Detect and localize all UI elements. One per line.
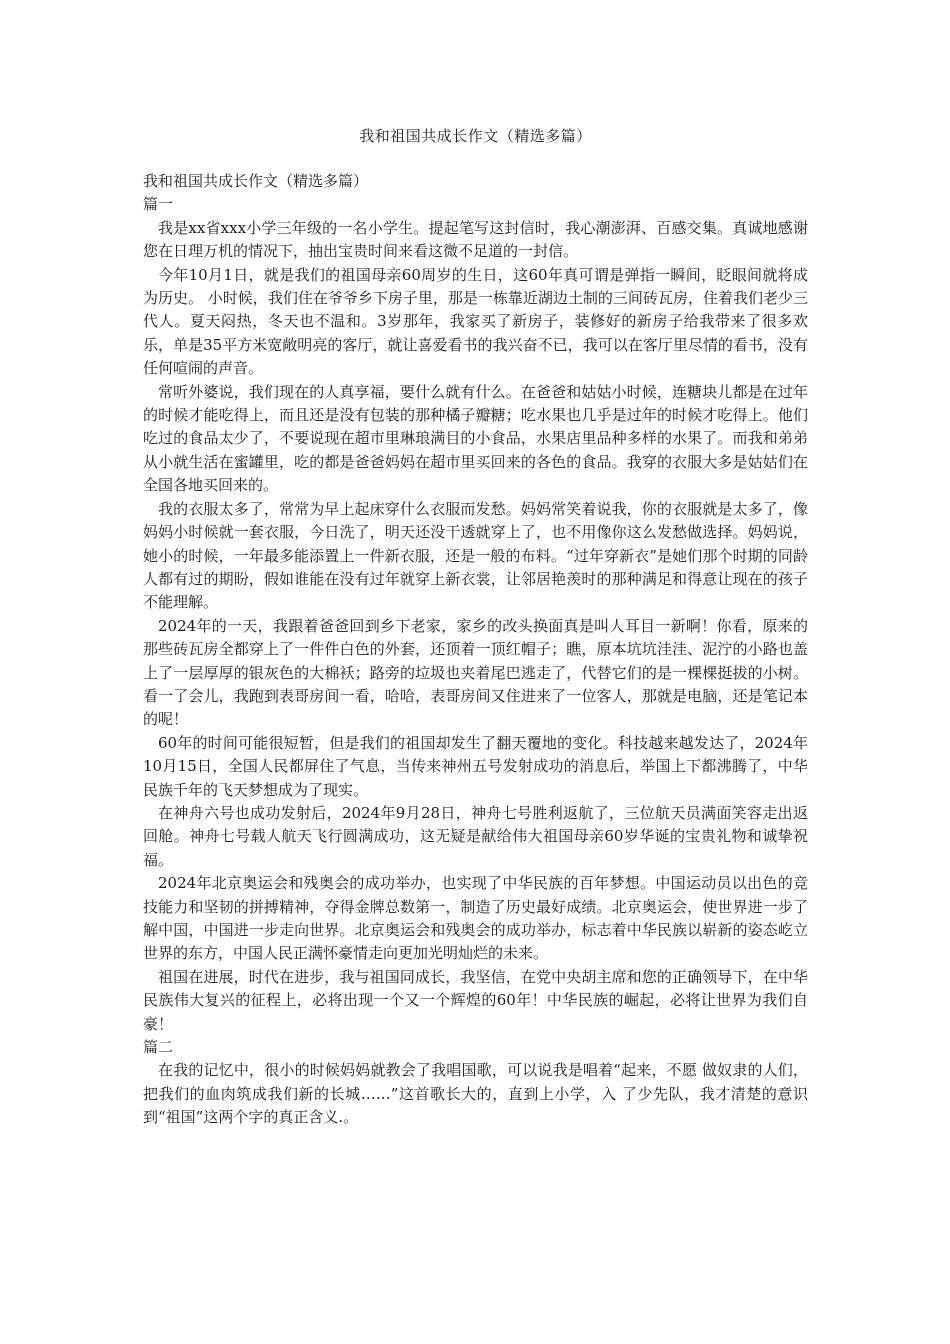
paragraph: 今年10月1日，就是我们的祖国母亲60周岁的生日，这60年真可谓是弹指一瞬间，眨眼间就将成为历史。 小时候，我们住在爷爷乡下房子里，那是一栋靠近湖边土制的三间砖瓦房，住着我们老少三代人。夏天闷热，冬天也不温和。3岁那年，我家买了新房子，装修好的新房子给我带来了很多欢乐，单是35平方米宽敞明亮的客厅，就让喜爱看书的我兴奋不已，我可以在客厅里尽情的看书，没有任何喧闹的声音。 [143,265,808,378]
paragraph: 祖国在进展，时代在进步，我与祖国同成长，我坚信，在党中央胡主席和您的正确领导下，在中华民族伟大复兴的征程上，必将出现一个又一个辉煌的60年！中华民族的崛起，必将让世界为我们自豪！ [143,967,808,1033]
document-page [143,124,808,1130]
paragraph: 在神舟六号也成功发射后，2024年9月28日，神舟七号胜利返航了，三位航天员满面笑容走出返回舱。神舟七号载人航天飞行圆满成功，这无疑是献给伟大祖国母亲60岁华诞的宝贵礼物和诚挚祝福。 [143,803,808,869]
paragraph: 我是xx省xxx小学三年级的一名小学生。提起笔写这封信时，我心潮澎湃、百感交集。真诚地感谢您在日理万机的情况下，抽出宝贵时间来看这微不足道的一封信。 [143,218,808,261]
paragraph: 2024年北京奥运会和残奥会的成功举办，也实现了中华民族的百年梦想。中国运动员以出色的竞技能力和坚韧的拼搏精神，夺得金牌总数第一，制造了历史最好成绩。北京奥运会，使世界进一步了解中国，中国进一步走向世界。北京奥运会和残奥会的成功举办，标志着中华民族以崭新的姿态屹立世界的东方，中国人民正满怀豪情走向更加光明灿烂的未来。 [143,874,808,963]
paragraph: 我的衣服太多了，常常为早上起床穿什么衣服而发愁。妈妈常笑着说我，你的衣服就是太多了，像妈妈小时候就一套衣服，今日洗了，明天还没干透就穿上了，也不用像你这么发愁做选择。妈妈说，她小的时候，一年最多能添置上一件新衣服，还是一般的布料。“过年穿新衣”是她们那个时期的同龄人都有过的期盼，假如谁能在没有过年就穿上新衣裳，让邻居艳羡时的那种满足和得意让现在的孩子不能理解。 [143,499,808,612]
paragraph: 在我的记忆中，很小的时候妈妈就教会了我唱国歌，可以说我是唱着“起来，不愿 做奴隶的人们，把我们的血肉筑成我们新的长城……”这首歌长大的，直到上小学，入 了少先队，我才清楚的意识到“祖国”这两个字的真正含义.。 [143,1061,808,1127]
section-2 [143,1036,808,1130]
section-heading: 篇二 [143,1038,174,1057]
paragraph: 2024年的一天，我跟着爸爸回到乡下老家，家乡的改头换面真是叫人耳目一新啊！你看，原来的那些砖瓦房全都穿上了一件件白色的外套，还顶着一顶红帽子；瞧，原本坑坑洼洼、泥泞的小路也盖上了一层厚厚的银灰色的大棉袄；路旁的垃圾也夹着尾巴逃走了，代替它们的是一棵棵挺拔的小树。看一了会儿，我跑到表哥房间一看，哈哈，表哥房间又住进来了一位客人，那就是电脑，还是笔记本的呢！ [143,616,808,729]
document-subtitle: 我和祖国共成长作文（精选多篇） [143,172,369,190]
section-1 [143,193,808,1036]
document-title: 我和祖国共成长作文（精选多篇） [359,127,592,145]
paragraph: 常听外婆说，我们现在的人真享福，要什么就有什么。在爸爸和姑姑小时候，连糖块儿都是在过年的时候才能吃得上，而且还是没有包装的那种橘子瓣糖；吃水果也几乎是过年的时候才吃得上。他们吃过的食品太少了，不要说现在超市里琳琅满目的小食品，水果店里品种多样的水果了。而我和弟弟从小就生活在蜜罐里，吃的都是爸爸妈妈在超市里买回来的各色的食品。我穿的衣服大多是姑姑们在全国各地买回来的。 [143,382,808,495]
section-heading: 篇一 [143,195,174,214]
paragraph: 60年的时间可能很短暂，但是我们的祖国却发生了翻天覆地的变化。科技越来越发达了，2024年10月15日，全国人民都屏住了气息，当传来神州五号发射成功的消息后，举国上下都沸腾了，中华民族千年的飞天梦想成为了现实。 [143,733,808,799]
